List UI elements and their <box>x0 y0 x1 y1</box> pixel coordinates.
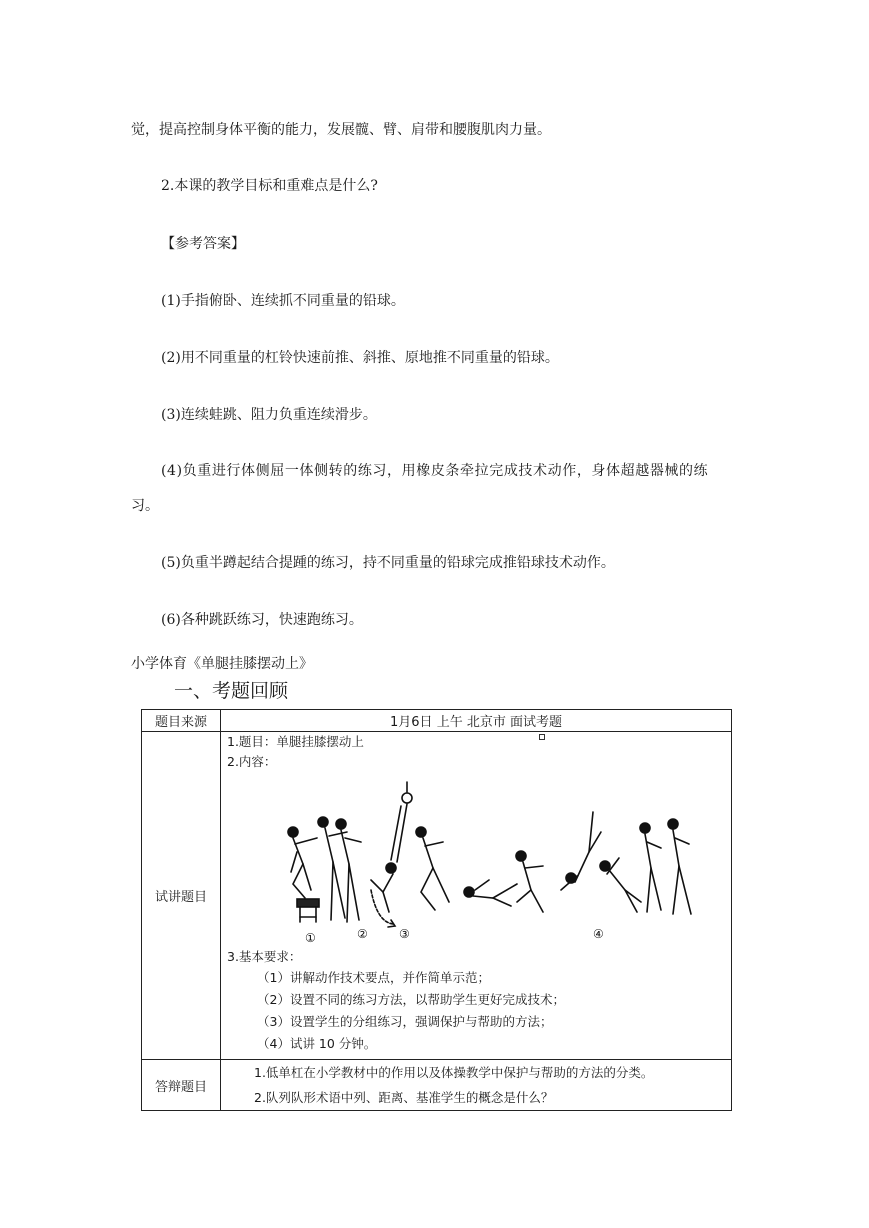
paragraph-6: (3)连续蛙跳、阻力负重连续滑步。 <box>161 407 377 423</box>
paragraph-9: (5)负重半蹲起结合提踵的练习，持不同重量的铅球完成推铅球技术动作。 <box>161 555 615 571</box>
stool-icon <box>297 899 319 922</box>
lecture-content-label: 2.内容： <box>227 754 277 769</box>
paragraph-5: (2)用不同重量的杠铃快速前推、斜推、原地推不同重量的铅球。 <box>161 350 559 366</box>
marker-square <box>539 734 545 740</box>
exam-table <box>141 709 732 1111</box>
defense-content-cell <box>221 1060 732 1111</box>
paragraph-1: 觉，提高控制身体平衡的能力，发展髋、臂、肩带和腰腹肌肉力量。 <box>131 122 551 138</box>
lecture-content-cell <box>221 732 732 1060</box>
paragraph-10: (6)各种跳跃练习，快速跑练习。 <box>161 612 363 628</box>
paragraph-8: 习。 <box>131 498 159 514</box>
requirement-4: （4）试讲 10 分钟。 <box>257 1036 377 1051</box>
paragraph-4: (1)手指俯卧、连续抓不同重量的铅球。 <box>161 293 405 309</box>
paragraph-3: 【参考答案】 <box>161 236 245 252</box>
paragraph-2: 2.本课的教学目标和重难点是什么? <box>161 178 378 194</box>
table-row-source <box>142 710 732 732</box>
lecture-label: 试讲题目 <box>142 732 221 1060</box>
paragraph-7: (4)负重进行体侧屈一体侧转的练习，用橡皮条牵拉完成技术动作，身体超越器械的练 <box>161 463 709 479</box>
gymnast-figure-4 <box>416 812 691 914</box>
figure-number-2: ② <box>357 927 368 941</box>
high-bar-icon <box>402 782 412 803</box>
figure-number-1: ① <box>305 931 316 945</box>
requirement-1: （1）讲解动作技术要点，并作简单示范； <box>257 970 490 985</box>
figure-number-3: ③ <box>399 927 410 941</box>
defense-label: 答辩题目 <box>142 1060 221 1111</box>
requirement-2: （2）设置不同的练习方法，以帮助学生更好完成技术； <box>257 992 565 1007</box>
gymnast-figure-2 <box>318 817 361 922</box>
gymnast-figure-1 <box>288 827 317 898</box>
lecture-title: 1.题目：单腿挂膝摆动上 <box>227 734 364 749</box>
defense-item-2: 2.队列队形术语中列、距离、基准学生的概念是什么？ <box>254 1090 554 1105</box>
source-value-cell <box>221 710 732 732</box>
source-label: 题目来源 <box>142 710 221 732</box>
gymnastics-sequence-figure <box>221 772 731 947</box>
gymnast-figure-3 <box>371 804 407 927</box>
paragraph-11: 小学体育《单腿挂膝摆动上》 <box>131 656 313 672</box>
table-row-defense <box>142 1060 732 1111</box>
defense-item-1: 1.低单杠在小学教材中的作用以及体操教学中保护与帮助的方法的分类。 <box>254 1065 654 1080</box>
requirements-label: 3.基本要求： <box>227 949 302 964</box>
section-heading: 一、考题回顾 <box>174 680 289 702</box>
source-value: 1月6日 上午 北京市 面试考题 <box>390 715 562 730</box>
requirement-3: （3）设置学生的分组练习，强调保护与帮助的方法； <box>257 1014 553 1029</box>
table-row-lecture <box>142 732 732 1060</box>
figure-number-4: ④ <box>593 927 604 941</box>
